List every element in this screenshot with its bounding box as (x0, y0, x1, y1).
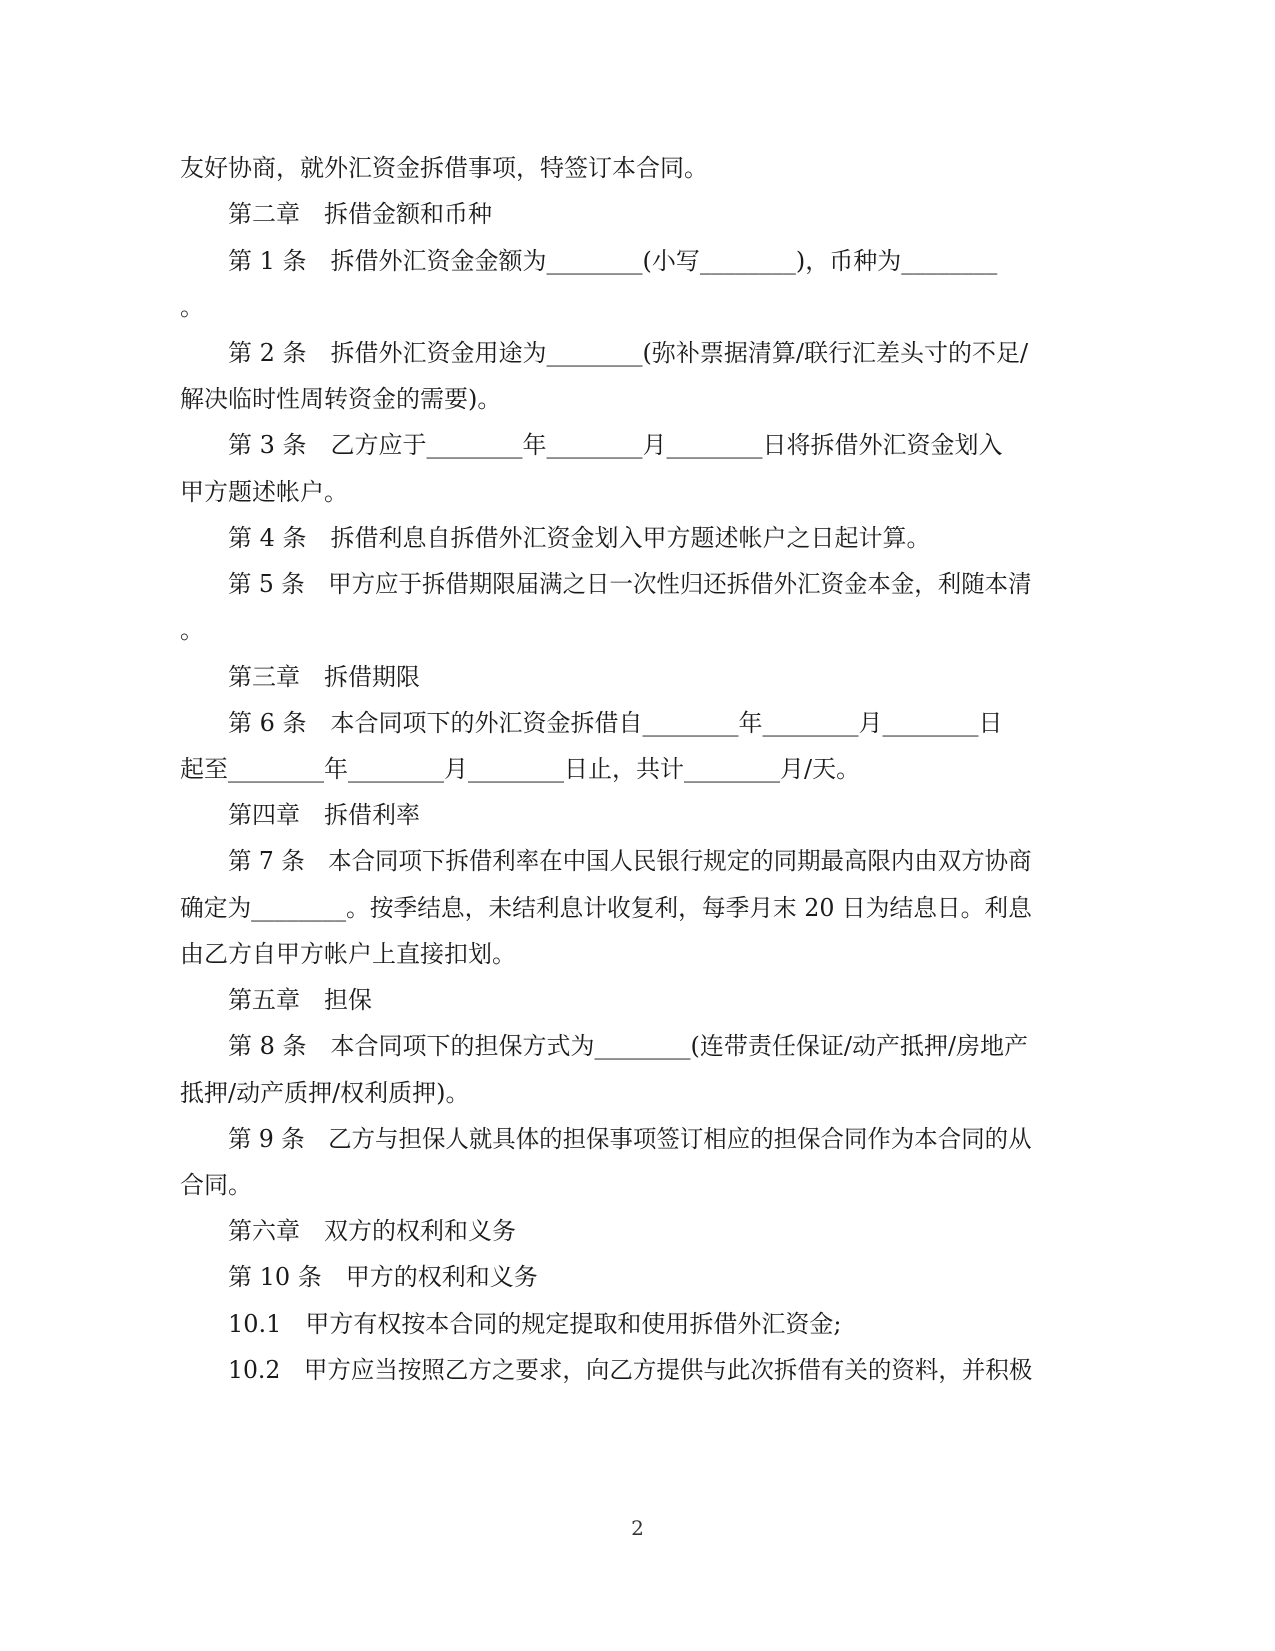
chapter-heading: 第三章 拆借期限 (228, 663, 420, 691)
paragraph-line: 。 (180, 616, 204, 644)
article-line: 第 6 条 本合同项下的外汇资金拆借自________年________月________日 (228, 709, 1003, 737)
article-line: 第 7 条 本合同项下拆借利率在中国人民银行规定的同期最高限内由双方协商 (228, 847, 1032, 875)
chapter-heading: 第六章 双方的权利和义务 (228, 1217, 516, 1245)
clause-line: 10.1 甲方有权按本合同的规定提取和使用拆借外汇资金; (228, 1310, 842, 1338)
article-line: 第 4 条 拆借利息自拆借外汇资金划入甲方题述帐户之日起计算。 (228, 524, 931, 552)
paragraph-line: 甲方题述帐户。 (180, 478, 348, 506)
article-line: 第 10 条 甲方的权利和义务 (228, 1263, 538, 1291)
paragraph-line: 起至________年________月________日止，共计________月/天。 (180, 755, 861, 783)
article-line: 第 3 条 乙方应于________年________月________日将拆借外汇资金划入 (228, 431, 1003, 459)
paragraph-line: 抵押/动产质押/权利质押)。 (180, 1079, 470, 1107)
paragraph-line: 友好协商，就外汇资金拆借事项，特签订本合同。 (180, 154, 708, 182)
article-line: 第 9 条 乙方与担保人就具体的担保事项签订相应的担保合同作为本合同的从 (228, 1125, 1032, 1153)
article-line: 第 8 条 本合同项下的担保方式为________(连带责任保证/动产抵押/房地产 (228, 1032, 1029, 1060)
article-line: 第 2 条 拆借外汇资金用途为________(弥补票据清算/联行汇差头寸的不足/ (228, 339, 1029, 367)
paragraph-line: 确定为________。按季结息，未结利息计收复利，每季月末 20 日为结息日。利息 (180, 894, 1032, 922)
paragraph-line: 解决临时性周转资金的需要)。 (180, 385, 502, 413)
chapter-heading: 第四章 拆借利率 (228, 801, 420, 829)
article-line: 第 5 条 甲方应于拆借期限届满之日一次性归还拆借外汇资金本金，利随本清 (228, 570, 1032, 598)
paragraph-line: 。 (180, 293, 204, 321)
chapter-heading: 第五章 担保 (228, 986, 372, 1014)
page-number: 2 (631, 1516, 644, 1540)
article-line: 第 1 条 拆借外汇资金金额为________(小写________)，币种为________ (228, 247, 998, 275)
clause-line: 10.2 甲方应当按照乙方之要求，向乙方提供与此次拆借有关的资料，并积极 (228, 1356, 1033, 1384)
paragraph-line: 合同。 (180, 1171, 252, 1199)
chapter-heading: 第二章 拆借金额和币种 (228, 200, 492, 228)
paragraph-line: 由乙方自甲方帐户上直接扣划。 (180, 940, 516, 968)
